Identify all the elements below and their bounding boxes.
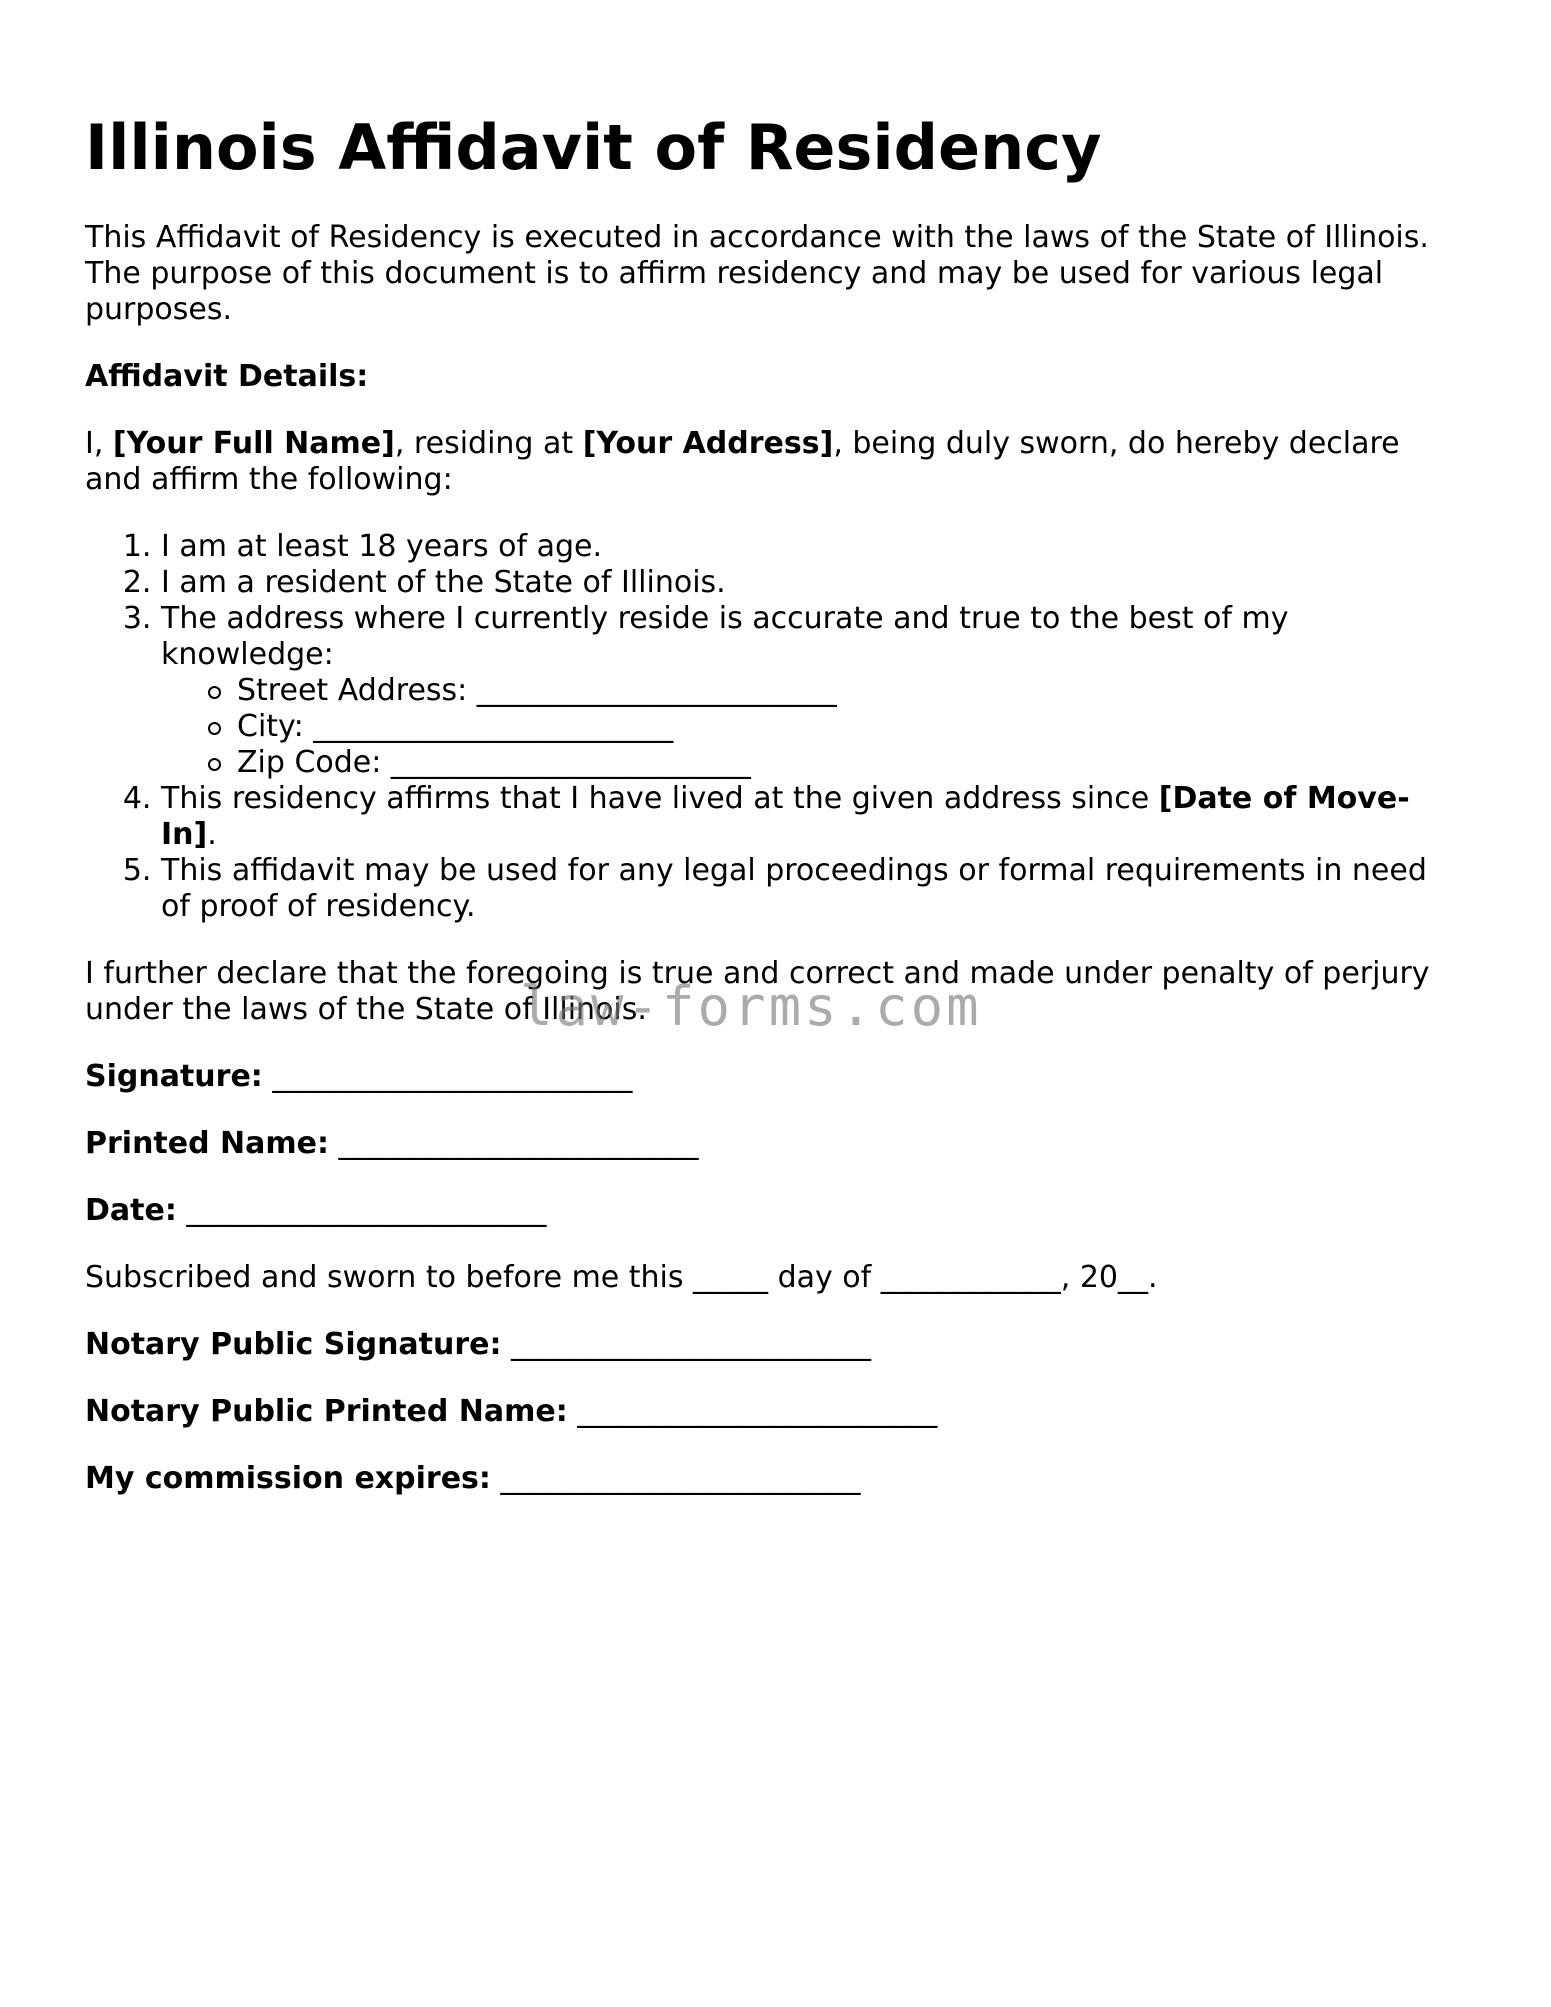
list-item: 1. I am at least 18 years of age. bbox=[161, 529, 1465, 565]
date-blank: ________________________ bbox=[176, 1193, 547, 1228]
signature-line bbox=[85, 1059, 1465, 1095]
list-item bbox=[161, 781, 1465, 853]
declaration-paragraph bbox=[85, 426, 1465, 498]
list-item: 2. I am a resident of the State of Illinois. bbox=[161, 565, 1465, 601]
details-heading: Affidavit Details: bbox=[85, 359, 369, 394]
list-item-text: This residency affirms that I have lived at the given address since bbox=[161, 781, 1159, 816]
date-line bbox=[85, 1193, 1465, 1229]
watermark: law-forms.com bbox=[520, 975, 982, 1038]
full-name-placeholder: [Your Full Name] bbox=[112, 426, 395, 461]
list-item-text: The address where I currently reside is accurate and true to the best of my knowledge: bbox=[161, 601, 1289, 672]
declaration-prefix: I, bbox=[85, 426, 113, 461]
signature-label: Signature: bbox=[85, 1059, 263, 1094]
notary-signature-line bbox=[85, 1327, 1465, 1363]
sworn-statement: Subscribed and sworn to before me this _____ day of ____________, 20__. bbox=[85, 1260, 1158, 1295]
notary-printed-name-label: Notary Public Printed Name: bbox=[85, 1394, 568, 1429]
commission-label: My commission expires: bbox=[85, 1461, 491, 1496]
city-field: City: ________________________ bbox=[237, 709, 1465, 745]
printed-name-label: Printed Name: bbox=[85, 1126, 329, 1161]
zip-code-field: Zip Code: ________________________ bbox=[237, 745, 1465, 781]
declaration-suffix: , being duly sworn, do hereby declare and affirm the following: bbox=[85, 426, 1400, 497]
document-page bbox=[85, 100, 1465, 1528]
move-in-date-placeholder: [Date of Move-In] bbox=[161, 781, 1410, 852]
commission-blank: ________________________ bbox=[490, 1461, 861, 1496]
printed-name-line bbox=[85, 1126, 1465, 1162]
address-placeholder: [Your Address] bbox=[582, 426, 834, 461]
list-item bbox=[161, 601, 1465, 781]
affirmation-list bbox=[85, 529, 1465, 925]
signature-blank: ________________________ bbox=[262, 1059, 633, 1094]
notary-printed-name-line bbox=[85, 1394, 1465, 1430]
document-title: Illinois Affidavit of Residency bbox=[85, 111, 1102, 184]
declaration-middle: , residing at bbox=[394, 426, 583, 461]
address-field-list bbox=[161, 673, 1465, 781]
notary-signature-blank: ________________________ bbox=[501, 1327, 872, 1362]
list-item: 5. This affidavit may be used for any legal proceedings or formal requirements in need of proof of residency. bbox=[161, 853, 1465, 925]
street-address-field: Street Address: ________________________ bbox=[237, 673, 1465, 709]
closing-paragraph: I further declare that the foregoing is true and correct and made under penalty of perjury under the laws of the State of Illinois. bbox=[85, 956, 1430, 1027]
commission-line bbox=[85, 1461, 1465, 1497]
list-item-end: . bbox=[207, 817, 217, 852]
notary-signature-label: Notary Public Signature: bbox=[85, 1327, 502, 1362]
intro-paragraph: This Affidavit of Residency is executed in accordance with the laws of the State of Illinois. The purpose of this document is to affirm residency and may be used for various legal purposes. bbox=[85, 220, 1429, 327]
notary-printed-name-blank: ________________________ bbox=[567, 1394, 938, 1429]
printed-name-blank: ________________________ bbox=[328, 1126, 699, 1161]
date-label: Date: bbox=[85, 1193, 177, 1228]
